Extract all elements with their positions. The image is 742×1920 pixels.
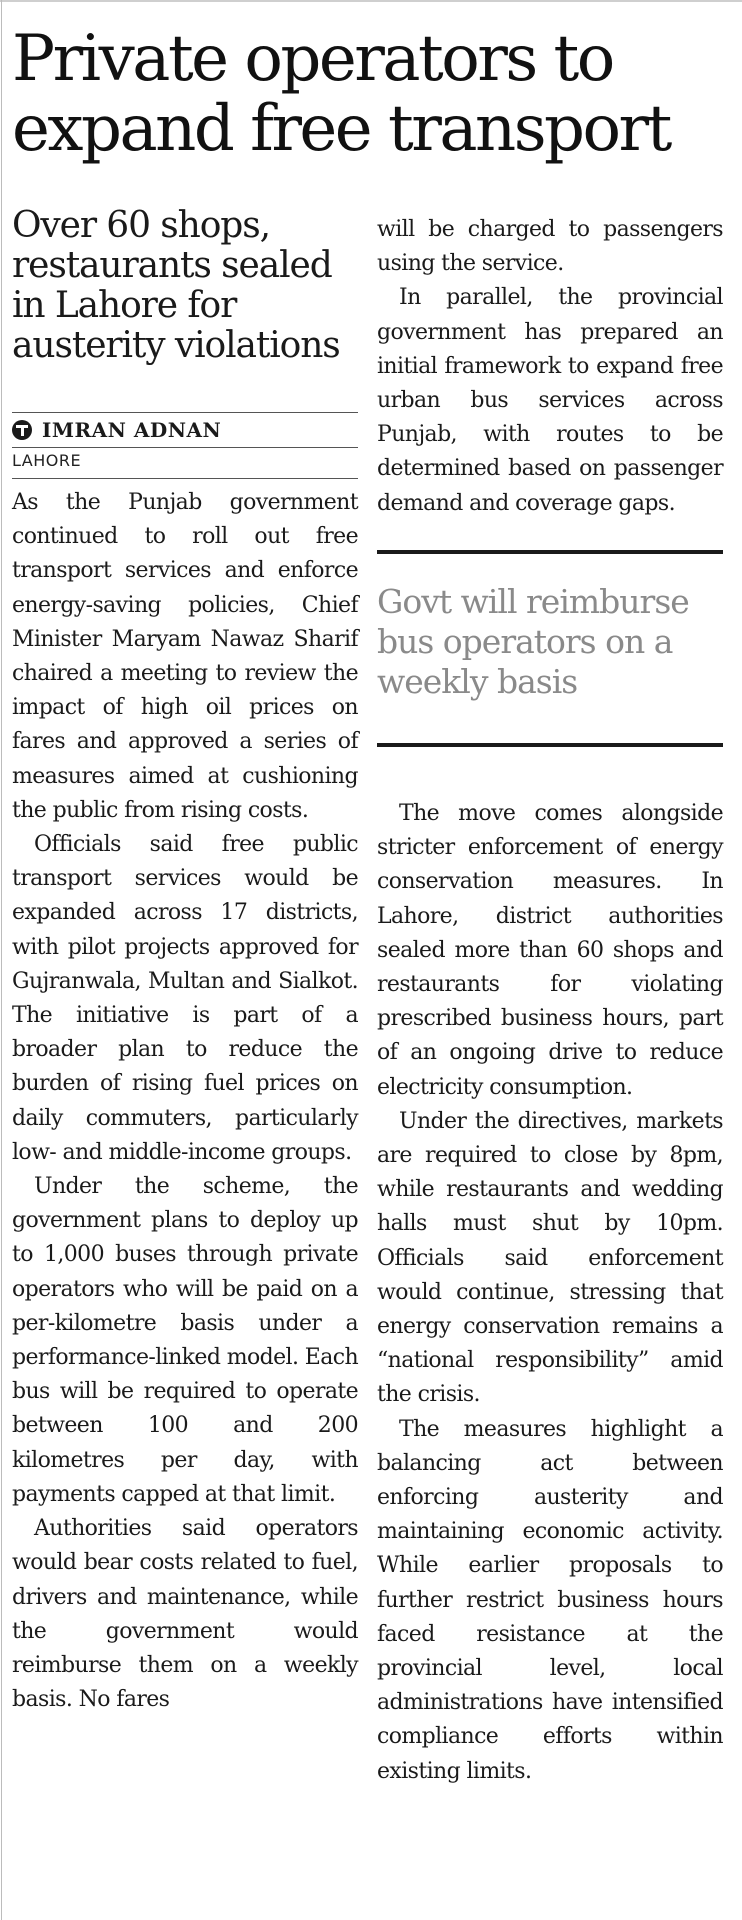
article-column-left <box>12 486 358 1717</box>
article-paragraph: In parallel, the provincial government has prepared an initial framework to expand free urban bus services across Punjab, with routes to be determined based on passenger demand and coverage gaps. <box>377 285 723 516</box>
pull-quote-bottom-rule <box>377 743 723 747</box>
article-column-right-bottom <box>377 797 723 1789</box>
article-column-right-top <box>377 213 723 521</box>
byline-top-rule <box>12 412 358 413</box>
byline-mid-rule <box>12 447 358 448</box>
subheadline: Over 60 shops, restaurants sealed in Lahore for austerity violations <box>12 205 340 366</box>
article-paragraph: Under the scheme, the government plans to deploy up to 1,000 buses through private operators who will be paid on a per-kilometre basis under a performance-linked model. Each bus will be required to operate between 100 and 200 kilometres per day, with payments capped at that limit. <box>12 1174 359 1507</box>
pull-quote-top-rule <box>377 550 723 554</box>
article-paragraph: Officials said free public transport services would be expanded across 17 districts, with pilot projects approved for Gujranwala, Multan and Sialkot. The initiative is part of a broader plan to reduce the burden of rising fuel prices on daily commuters, particularly low- and middle-income groups. <box>12 832 358 1165</box>
byline-author: IMRAN ADNAN <box>42 418 222 442</box>
article-paragraph: Under the directives, markets are required to close by 8pm, while restaurants and wedding halls must shut by 10pm. Officials said enforcement would continue, stressing that energy conservation remains a “national responsibility” amid the crisis. <box>377 1108 723 1408</box>
article-paragraph: As the Punjab government continued to roll out free transport services and enforce energy-saving policies, Chief Minister Maryam Nawaz Sharif chaired a meeting to review the impact of high oil prices on fares and approved a series of measures aimed at cushioning the public from rising costs. <box>12 490 358 823</box>
pull-quote: Govt will reimburse bus operators on a weekly basis <box>377 582 689 701</box>
byline <box>12 416 358 444</box>
headline: Private operators to expand free transport <box>12 22 670 166</box>
publication-logo-icon <box>12 420 32 440</box>
article-paragraph: Authorities said operators would bear costs related to fuel, drivers and maintenance, while the government would reimburse them on a weekly basis. No fares <box>12 1516 358 1713</box>
page-top-rule <box>0 0 742 2</box>
article-paragraph: The move comes alongside stricter enforcement of energy conservation measures. In Lahore, district authorities sealed more than 60 shops and restaurants for violating prescribed business hours, part of an ongoing drive to reduce electricity consumption. <box>377 801 723 1100</box>
byline-bottom-rule <box>12 478 358 479</box>
dateline: LAHORE <box>12 451 82 470</box>
page-left-rule <box>1 0 2 1920</box>
article-paragraph: will be charged to passengers using the service. <box>377 217 723 277</box>
article-paragraph: The measures highlight a balancing act between enforcing austerity and maintaining economic activity. While earlier proposals to further restrict business hours faced resistance at the provincial level, local administrations have intensified compliance efforts within existing limits. <box>377 1416 723 1784</box>
